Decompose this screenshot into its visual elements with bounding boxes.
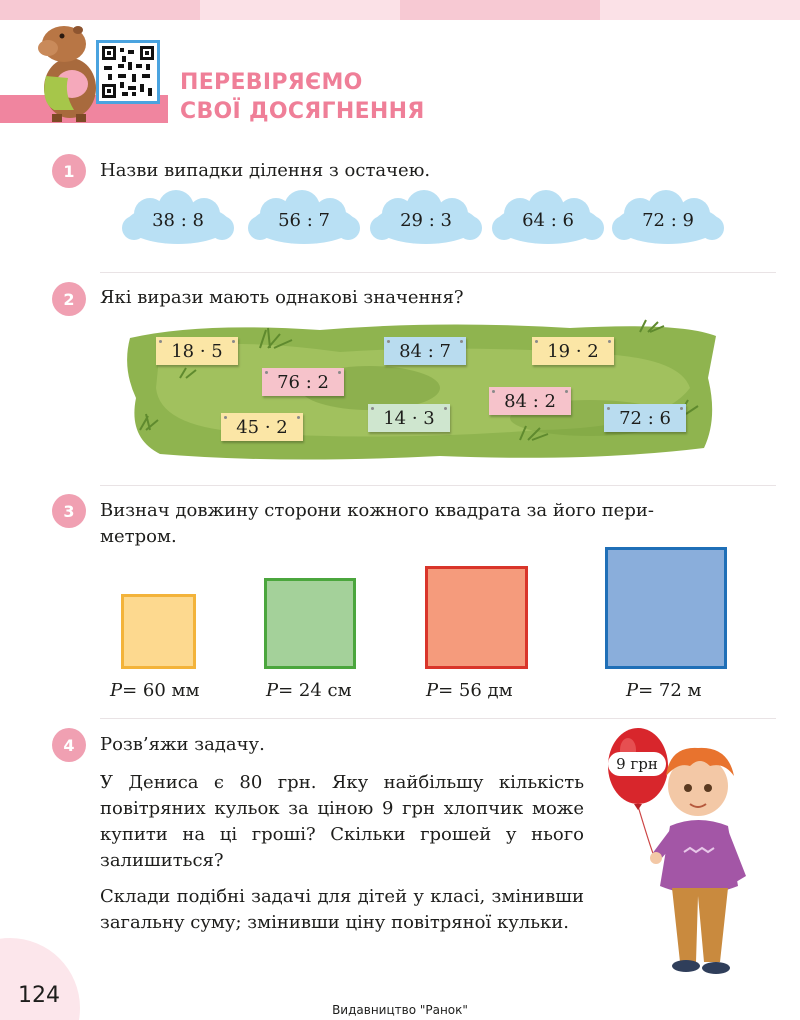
expression-card	[368, 404, 450, 432]
cloud-4	[490, 190, 606, 250]
task-1-number-badge: 1	[52, 154, 86, 188]
cloud-3	[368, 190, 484, 250]
perimeter-value: = 56 дм	[438, 680, 513, 701]
task-4-extra-task: Склади подібні задачі для дітей у класі, змінивши загальну суму; змінивши ціну повітряної кульки.	[100, 886, 584, 933]
cloud-1-expression: 38 : 8	[152, 209, 204, 231]
section-divider	[100, 718, 776, 719]
page-number: 124	[18, 983, 60, 1008]
expression-card-text: 84 : 2	[504, 390, 556, 412]
publisher-credit: Видавництво "Ранок"	[332, 1003, 468, 1017]
perimeter-symbol: P	[266, 680, 279, 701]
task-1-text: Назви випадки ділення з остачею.	[100, 160, 431, 181]
expression-card	[262, 368, 344, 396]
page-title	[180, 68, 425, 126]
page-title-line-1: ПЕРЕВІРЯЄМО	[180, 70, 363, 95]
square-1	[121, 594, 196, 669]
perimeter-value: = 72 м	[638, 680, 702, 701]
task-3-number-badge: 3	[52, 494, 86, 528]
cloud-3-expression: 29 : 3	[400, 209, 452, 231]
expression-card	[532, 337, 614, 365]
cloud-2-expression: 56 : 7	[278, 209, 330, 231]
section-divider	[100, 272, 776, 273]
perimeter-symbol: P	[426, 680, 439, 701]
perimeter-label-1	[110, 680, 200, 701]
perimeter-label-3	[426, 680, 513, 701]
task-4-problem: У Дениса є 80 грн. Яку найбільшу кількість повітряних кульок за ціною 9 грн хлопчик може купити на ці гроші? Скільки грошей у нього залишиться?	[100, 772, 584, 871]
expression-card-text: 76 : 2	[277, 371, 329, 393]
expression-card	[221, 413, 303, 441]
top-color-band	[0, 0, 800, 20]
expression-card	[604, 404, 686, 432]
expression-card-text: 14 · 3	[383, 407, 435, 429]
expression-card	[489, 387, 571, 415]
perimeter-label-4	[626, 680, 702, 701]
qr-code[interactable]	[96, 40, 160, 104]
expression-card-text: 18 · 5	[171, 340, 223, 362]
task-4-number-badge: 4	[52, 728, 86, 762]
square-3	[425, 566, 528, 669]
square-2	[264, 578, 356, 669]
expression-card-text: 84 : 7	[399, 340, 451, 362]
task-3-text-line-1: Визнач довжину сторони кожного квадрата за його пери-	[100, 500, 654, 521]
section-divider	[100, 485, 776, 486]
task-2-text: Які вирази мають однакові значення?	[100, 287, 464, 308]
cloud-4-expression: 64 : 6	[522, 209, 574, 231]
task-3-text	[100, 498, 720, 550]
perimeter-value: = 60 мм	[122, 680, 200, 701]
task-4-text: Розв’яжи задачу.	[100, 734, 265, 755]
perimeter-symbol: P	[110, 680, 123, 701]
balloon-price-label: 9 грн	[608, 752, 666, 776]
cloud-5-expression: 72 : 9	[642, 209, 694, 231]
perimeter-symbol: P	[626, 680, 639, 701]
perimeter-value: = 24 см	[278, 680, 352, 701]
task-2-number-badge: 2	[52, 282, 86, 316]
expression-card	[384, 337, 466, 365]
expression-card	[156, 337, 238, 365]
task-3-text-line-2: метром.	[100, 526, 177, 547]
expression-card-text: 72 : 6	[619, 407, 671, 429]
perimeter-label-2	[266, 680, 352, 701]
page-title-line-2: СВОЇ ДОСЯГНЕННЯ	[180, 99, 425, 124]
expression-card-text: 45 · 2	[236, 416, 288, 438]
expression-card-text: 19 · 2	[547, 340, 599, 362]
square-4	[605, 547, 727, 669]
cloud-2	[246, 190, 362, 250]
cloud-1	[120, 190, 236, 250]
cloud-5	[610, 190, 726, 250]
